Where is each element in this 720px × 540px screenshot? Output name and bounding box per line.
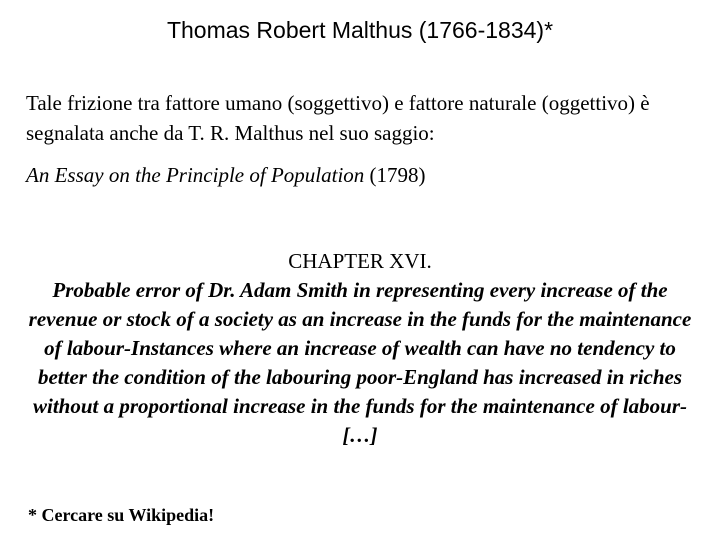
footnote: * Cercare su Wikipedia! — [28, 505, 215, 525]
essay-year: (1798) — [364, 163, 426, 187]
intro-paragraph: Tale frizione tra fattore umano (soggettivo) e fattore naturale (oggettivo) è segnalata anche da T. R. Malthus nel suo saggio: — [26, 91, 650, 145]
chapter-heading: CHAPTER XVI. — [288, 249, 432, 273]
essay-title: An Essay on the Principle of Population — [26, 163, 365, 187]
chapter-quote — [0, 247, 720, 450]
chapter-summary: Probable error of Dr. Adam Smith in representing every increase of the revenue or stock of a society as an increase in the funds for the maintenance of labour-Instances where an increase of wealth can have no tendency to better the condition of the labouring poor-England has increased in riches without a proportional increase in the funds for the maintenance of labour-[…] — [28, 278, 692, 447]
essay-reference — [26, 160, 706, 190]
slide-title: Thomas Robert Malthus (1766-1834)* — [166, 17, 554, 43]
